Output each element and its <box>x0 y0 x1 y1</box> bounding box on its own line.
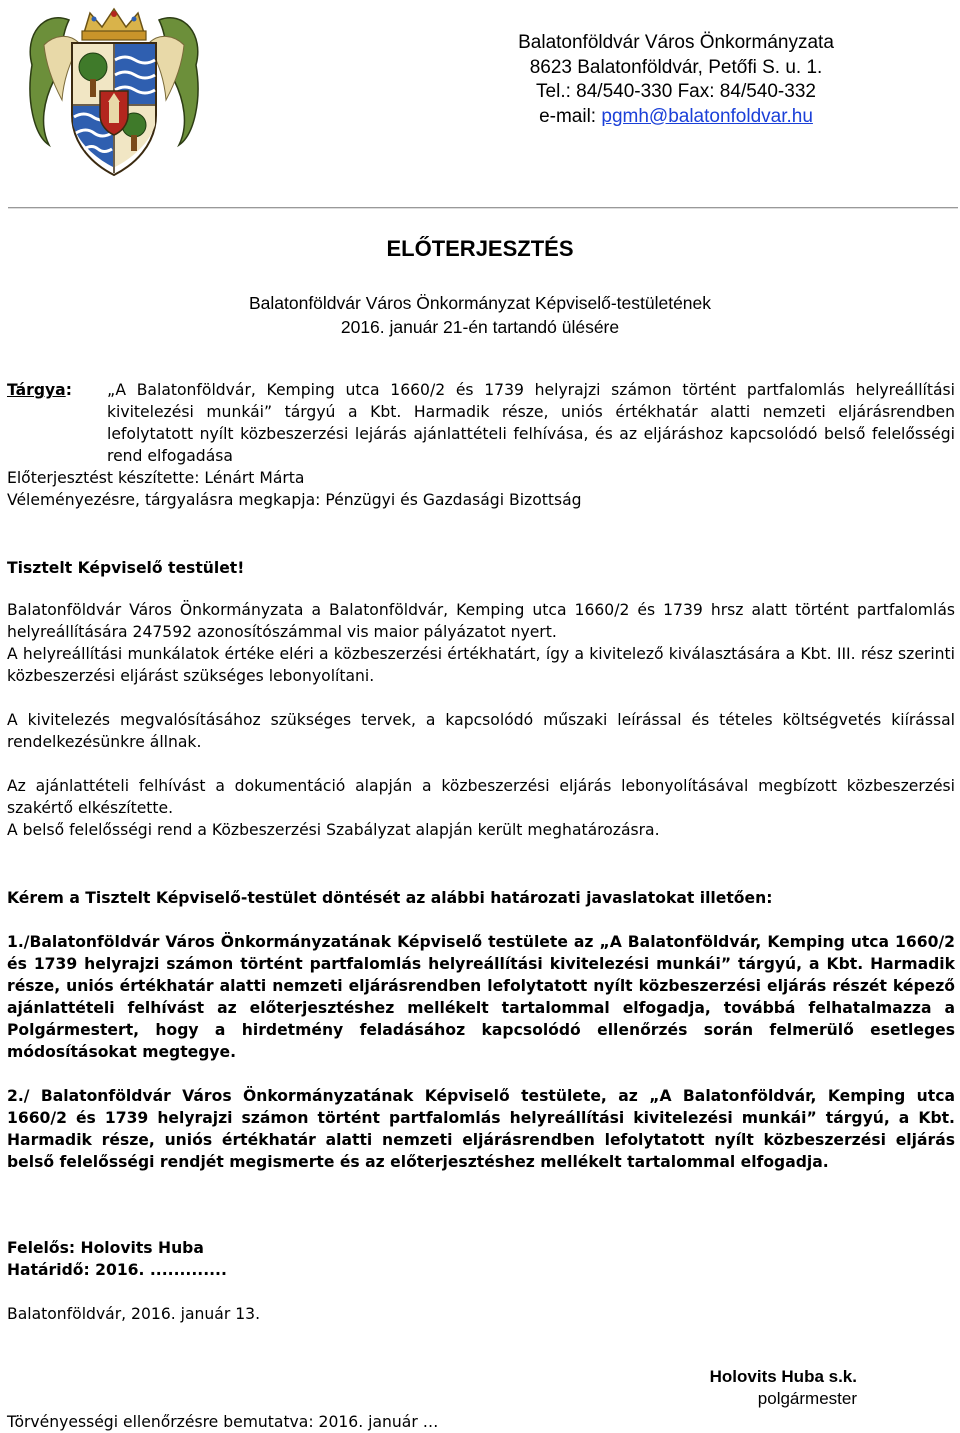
prepared-by: Előterjesztést készítette: Lénárt Márta <box>7 469 305 487</box>
subject-text: „A Balatonföldvár, Kemping utca 1660/2 és 1739 helyrajzi számon történt partfalomlás helyreállítási kivitelezési munkái” tárgyú a Kbt. Harmadik része, uniós értékhatár alatti nemzeti eljárásrendben lefolytatott nyílt közbeszerzési lejárás ajánlattételi felhívása, és az eljáráshoz kapcsolódó belső felelősségi rend elfogadása <box>107 381 955 465</box>
resolution-1: 1./Balatonföldvár Város Önkormányzatának Képviselő testülete az „A Balatonföldvár, Kemping utca 1660/2 és 1739 helyrajzi számon történt partfalomlás helyreállítási kivitelezési munkái” tárgyú, a Kbt. Harmadik része, uniós értékhatár alatti nemzeti eljárásrendben lefolytatott nyílt közbeszerzési eljárás részét képező ajánlattételi felhívást az előterjesztéshez mellékelt tartalommal elfogadja, továbbá felhatalmazza a Polgármestert, hogy a hirdetmény feladásához kapcsolódó ellenőrzés során felmerülő esetleges módosításokat megtegye. <box>7 933 955 1061</box>
email-link[interactable]: pgmh@balatonfoldvar.hu <box>601 105 813 127</box>
header-divider <box>8 207 958 208</box>
request-heading: Kérem a Tisztelt Képviselő-testület döntését az alábbi határozati javaslatokat illetően: <box>7 889 773 907</box>
deadline: Határidő: 2016. ............. <box>7 1261 227 1279</box>
org-email-line <box>456 105 896 130</box>
resolution-2: 2./ Balatonföldvár Város Önkormányzatának Képviselő testülete, az „A Balatonföldvár, Kemping utca 1660/2 és 1739 helyrajzi számon történt partfalomlás helyreállítási kivitelezési munkái” tárgyú, a Kbt. Harmadik része, uniós értékhatár alatti nemzeti eljárásrendben lefolytatott nyílt közbeszerzési eljárás belső felelősségi rendjét megismerte és az előterjesztéshez mellékelt tartalommal elfogadja. <box>7 1087 955 1171</box>
body-paragraph-5: A belső felelősségi rend a Közbeszerzési Szabályzat alapján került meghatározásra. <box>7 821 660 839</box>
signature-block <box>669 1366 857 1410</box>
document-title: ELŐTERJESZTÉS <box>386 236 574 261</box>
body-paragraph-2: A helyreállítási munkálatok értéke eléri a közbeszerzési értékhatárt, így a kivitelező kiválasztására a Kbt. III. rész szerinti közbeszerzési eljárást szükséges lebonyolítani. <box>7 645 955 685</box>
salutation: Tisztelt Képviselő testület! <box>7 559 245 577</box>
subtitle-line-2: 2016. január 21-én tartandó ülésére <box>340 317 620 337</box>
reviewed-by: Véleményezésre, tárgyalásra megkapja: Pénzügyi és Gazdasági Bizottság <box>7 491 582 509</box>
subject-label-wrap <box>7 379 72 401</box>
coat-of-arms-logo <box>24 5 204 180</box>
organization-header <box>456 31 896 129</box>
email-prefix: e-mail: <box>539 105 602 127</box>
subject-colon: : <box>65 381 72 399</box>
body-paragraph-1: Balatonföldvár Város Önkormányzata a Balatonföldvár, Kemping utca 1660/2 és 1739 hrsz alatt történt partfalomlás helyreállítására 247592 azonosítószámmal vis maior pályázatot nyert. <box>7 601 955 641</box>
responsible-person: Felelős: Holovits Huba <box>7 1239 204 1257</box>
legal-check-line: Törvényességi ellenőrzésre bemutatva: 2016. január … <box>7 1413 439 1431</box>
subject-label: Tárgya <box>7 381 66 399</box>
org-name: Balatonföldvár Város Önkormányzata <box>518 32 834 53</box>
org-address: 8623 Balatonföldvár, Petőfi S. u. 1. <box>529 56 823 78</box>
body-paragraph-4: Az ajánlattételi felhívást a dokumentáció alapján a közbeszerzési eljárás lebonyolításával megbízott közbeszerzési szakértő elkészítette. <box>7 777 955 817</box>
subtitle-line-1: Balatonföldvár Város Önkormányzat Képviselő-testületének <box>248 293 712 313</box>
document-subtitle <box>0 291 960 339</box>
org-phone-fax: Tel.: 84/540-330 Fax: 84/540-332 <box>536 81 816 102</box>
signatory-name: Holovits Huba s.k. <box>709 1367 857 1386</box>
body-paragraph-3: A kivitelezés megvalósításához szükséges tervek, a kapcsolódó műszaki leírással és tételes költségvetés kiírással rendelkezésünkre állnak. <box>7 711 955 751</box>
signatory-role: polgármester <box>757 1389 857 1408</box>
place-and-date: Balatonföldvár, 2016. január 13. <box>7 1305 261 1323</box>
